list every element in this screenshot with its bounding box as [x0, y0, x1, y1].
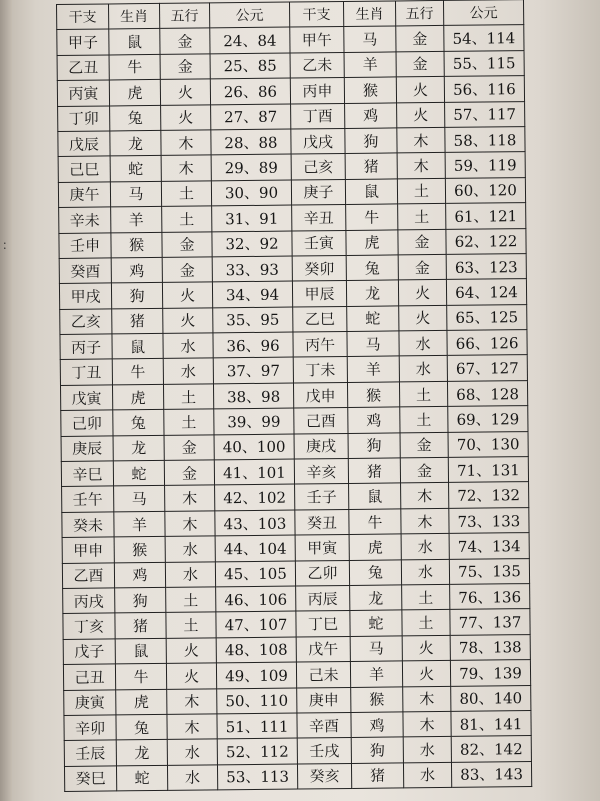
element-cell: 木: [161, 155, 211, 181]
element-cell: 水: [403, 737, 451, 763]
zodiac-cell: 兔: [110, 105, 161, 131]
ganzhi-cell: 己卯: [61, 410, 113, 436]
year-cell: 26、86: [210, 78, 290, 104]
ganzhi-cell: 丙寅: [57, 80, 109, 106]
ganzhi-cell: 辛酉: [297, 712, 351, 738]
zodiac-cell: 虎: [349, 534, 401, 560]
year-cell: 44、104: [215, 535, 295, 561]
element-cell: 水: [163, 358, 213, 384]
element-cell: 水: [165, 536, 215, 562]
zodiac-cell: 龙: [113, 435, 164, 461]
ganzhi-cell: 辛丑: [292, 205, 346, 231]
element-cell: 水: [167, 739, 217, 765]
year-cell: 50、110: [217, 688, 297, 714]
year-cell: 34、94: [212, 281, 292, 307]
ganzhi-cell: 壬戌: [297, 738, 351, 764]
element-cell: 土: [166, 612, 216, 638]
zodiac-cell: 虎: [346, 229, 398, 255]
zodiac-cell: 鼠: [109, 29, 160, 55]
ganzhi-cell: 戊午: [296, 636, 350, 662]
year-cell: 71、131: [448, 457, 528, 483]
zodiac-cell: 猪: [115, 613, 166, 639]
ganzhi-cell: 戊子: [63, 639, 115, 665]
year-cell: 83、143: [451, 761, 531, 787]
zodiac-cell: 猴: [347, 382, 399, 408]
zodiac-cell: 猪: [351, 763, 403, 789]
header-ganzhi: 干支: [57, 4, 109, 30]
zodiac-cell: 猪: [348, 458, 400, 484]
element-cell: 水: [167, 765, 217, 791]
zodiac-cell: 龙: [110, 130, 161, 156]
year-cell: 30、90: [211, 180, 291, 206]
year-cell: 81、141: [451, 711, 531, 737]
zodiac-cell: 猴: [351, 686, 403, 712]
zodiac-cell: 兔: [116, 714, 167, 740]
year-cell: 43、103: [215, 510, 295, 536]
zodiac-cell: 牛: [112, 359, 163, 385]
zodiac-cell: 羊: [344, 52, 396, 78]
ganzhi-cell: 乙未: [290, 52, 344, 78]
element-cell: 木: [397, 153, 445, 179]
year-cell: 57、117: [445, 101, 525, 127]
year-cell: 25、85: [210, 53, 290, 79]
ganzhi-cell: 癸卯: [292, 255, 346, 281]
year-cell: 73、133: [449, 507, 529, 533]
zodiac-cell: 羊: [350, 661, 402, 687]
element-cell: 水: [399, 356, 447, 382]
ganzhi-cell: 壬午: [62, 486, 114, 512]
zodiac-cell: 羊: [347, 356, 399, 382]
element-cell: 土: [402, 610, 450, 636]
ganzhi-cell: 乙丑: [57, 55, 109, 81]
ganzhi-cell: 乙巳: [293, 306, 347, 332]
ganzhi-cell: 丁丑: [60, 359, 112, 385]
year-cell: 75、135: [449, 558, 529, 584]
zodiac-cell: 虎: [109, 80, 160, 106]
zodiac-cell: 狗: [115, 587, 166, 613]
element-cell: 土: [402, 584, 450, 610]
year-cell: 33、93: [212, 256, 292, 282]
year-cell: 68、128: [447, 380, 527, 406]
year-cell: 51、111: [217, 713, 297, 739]
ganzhi-cell: 丁酉: [291, 103, 345, 129]
ganzhi-cell: 丙子: [60, 334, 112, 360]
ganzhi-cell: 丁未: [293, 357, 347, 383]
year-cell: 42、102: [215, 484, 295, 510]
year-cell: 49、109: [216, 662, 296, 688]
ganzhi-cell: 甲寅: [295, 535, 349, 561]
element-cell: 金: [162, 231, 212, 257]
year-cell: 24、84: [210, 27, 290, 53]
year-cell: 66、126: [447, 330, 527, 356]
zodiac-cell: 狗: [345, 128, 397, 154]
zodiac-cell: 鸡: [351, 712, 403, 738]
element-cell: 木: [167, 714, 217, 740]
ganzhi-cell: 甲午: [290, 27, 344, 53]
ganzhi-cell: 乙卯: [295, 560, 349, 586]
ganzhi-cell: 癸丑: [295, 509, 349, 535]
year-cell: 40、100: [214, 434, 294, 460]
element-cell: 木: [403, 686, 451, 712]
ganzhi-cell: 庚辰: [61, 436, 113, 462]
year-cell: 41、101: [214, 459, 294, 485]
zodiac-cell: 牛: [349, 509, 401, 535]
ganzhi-cell: 乙亥: [60, 309, 112, 335]
ganzhi-year-table: [56, 0, 532, 792]
element-cell: 木: [401, 483, 449, 509]
element-cell: 火: [399, 305, 447, 331]
zodiac-cell: 羊: [114, 511, 165, 537]
year-cell: 28、88: [211, 129, 291, 155]
year-cell: 69、129: [448, 406, 528, 432]
year-cell: 78、138: [450, 634, 530, 660]
year-cell: 79、139: [450, 660, 530, 686]
ganzhi-cell: 丁卯: [58, 106, 110, 132]
year-cell: 53、113: [217, 764, 297, 790]
ganzhi-cell: 己酉: [294, 408, 348, 434]
zodiac-cell: 龙: [116, 740, 167, 766]
zodiac-cell: 鼠: [349, 483, 401, 509]
header-year: 公元: [209, 2, 289, 28]
margin-mark: ：: [2, 238, 15, 252]
year-cell: 70、130: [448, 431, 528, 457]
zodiac-cell: 猴: [111, 232, 162, 258]
element-cell: 火: [166, 663, 216, 689]
element-cell: 土: [163, 384, 213, 410]
header-zodiac: 生肖: [343, 1, 395, 27]
zodiac-cell: 兔: [113, 410, 164, 436]
element-cell: 火: [163, 308, 213, 334]
ganzhi-cell: 癸未: [62, 512, 114, 538]
ganzhi-cell: 庚午: [58, 182, 110, 208]
zodiac-cell: 蛇: [116, 765, 167, 791]
ganzhi-cell: 庚子: [291, 179, 345, 205]
element-cell: 火: [396, 77, 444, 103]
ganzhi-cell: 乙酉: [62, 563, 114, 589]
year-cell: 27、87: [211, 104, 291, 130]
zodiac-cell: 鸡: [111, 257, 162, 283]
element-cell: 火: [160, 79, 210, 105]
zodiac-cell: 马: [344, 26, 396, 52]
element-cell: 火: [162, 282, 212, 308]
ganzhi-cell: 庚申: [297, 687, 351, 713]
zodiac-cell: 马: [350, 636, 402, 662]
zodiac-cell: 鸡: [348, 407, 400, 433]
ganzhi-cell: 戊寅: [60, 385, 112, 411]
year-cell: 82、142: [451, 736, 531, 762]
ganzhi-cell: 癸巳: [64, 766, 116, 792]
ganzhi-cell: 甲辰: [292, 281, 346, 307]
zodiac-cell: 牛: [115, 664, 166, 690]
ganzhi-cell: 丙戌: [63, 588, 115, 614]
year-cell: 38、98: [213, 383, 293, 409]
table-body: [57, 25, 532, 792]
ganzhi-cell: 戊戌: [291, 128, 345, 154]
element-cell: 火: [166, 638, 216, 664]
element-cell: 水: [163, 333, 213, 359]
year-cell: 76、136: [450, 584, 530, 610]
year-cell: 39、99: [214, 408, 294, 434]
zodiac-cell: 猪: [345, 153, 397, 179]
ganzhi-cell: 己未: [296, 662, 350, 688]
element-cell: 木: [401, 508, 449, 534]
element-cell: 木: [165, 485, 215, 511]
element-cell: 金: [396, 51, 444, 77]
element-cell: 土: [166, 587, 216, 613]
zodiac-cell: 鸡: [114, 562, 165, 588]
ganzhi-cell: 丙午: [293, 332, 347, 358]
ganzhi-cell: 辛亥: [294, 458, 348, 484]
zodiac-cell: 猴: [114, 537, 165, 563]
ganzhi-cell: 壬辰: [64, 740, 116, 766]
element-cell: 土: [397, 178, 445, 204]
element-cell: 金: [400, 457, 448, 483]
ganzhi-cell: 己亥: [291, 154, 345, 180]
element-cell: 火: [402, 661, 450, 687]
zodiac-cell: 狗: [111, 283, 162, 309]
element-cell: 木: [167, 688, 217, 714]
header-element: 五行: [159, 3, 209, 29]
book-spine-shadow: [0, 0, 15, 801]
zodiac-cell: 狗: [348, 433, 400, 459]
element-cell: 木: [165, 511, 215, 537]
element-cell: 木: [161, 130, 211, 156]
element-cell: 水: [401, 559, 449, 585]
zodiac-cell: 鼠: [112, 333, 163, 359]
zodiac-cell: 马: [110, 181, 161, 207]
zodiac-cell: 猴: [344, 77, 396, 103]
year-cell: 48、108: [216, 637, 296, 663]
year-cell: 77、137: [450, 609, 530, 635]
year-cell: 54、114: [444, 25, 524, 51]
year-cell: 65、125: [447, 304, 527, 330]
zodiac-cell: 龙: [350, 585, 402, 611]
element-cell: 金: [164, 435, 214, 461]
ganzhi-cell: 甲子: [57, 29, 109, 55]
ganzhi-cell: 辛未: [59, 207, 111, 233]
year-cell: 45、105: [215, 561, 295, 587]
element-cell: 金: [162, 257, 212, 283]
year-cell: 62、122: [446, 228, 526, 254]
element-cell: 水: [401, 534, 449, 560]
zodiac-cell: 蛇: [350, 610, 402, 636]
ganzhi-cell: 丙申: [290, 78, 344, 104]
ganzhi-cell: 辛巳: [61, 461, 113, 487]
zodiac-cell: 兔: [346, 255, 398, 281]
ganzhi-cell: 己丑: [63, 664, 115, 690]
ganzhi-cell: 壬寅: [292, 230, 346, 256]
ganzhi-cell: 甲申: [62, 537, 114, 563]
ganzhi-cell: 辛卯: [64, 715, 116, 741]
element-cell: 金: [398, 229, 446, 255]
zodiac-cell: 牛: [109, 54, 160, 80]
ganzhi-cell: 戊辰: [58, 131, 110, 157]
year-cell: 31、91: [212, 205, 292, 231]
header-element: 五行: [395, 0, 443, 26]
header-year: 公元: [443, 0, 523, 26]
table-row: [64, 761, 531, 791]
element-cell: 水: [165, 561, 215, 587]
element-cell: 土: [164, 409, 214, 435]
zodiac-cell: 鼠: [115, 638, 166, 664]
year-cell: 32、92: [212, 231, 292, 257]
year-cell: 63、123: [446, 253, 526, 279]
year-cell: 29、89: [211, 154, 291, 180]
element-cell: 土: [162, 206, 212, 232]
element-cell: 土: [399, 381, 447, 407]
year-cell: 59、119: [445, 152, 525, 178]
year-cell: 67、127: [447, 355, 527, 381]
year-cell: 55、115: [444, 50, 524, 76]
year-cell: 52、112: [217, 738, 297, 764]
zodiac-cell: 龙: [346, 280, 398, 306]
zodiac-cell: 蛇: [110, 156, 161, 182]
element-cell: 火: [161, 104, 211, 130]
year-cell: 64、124: [446, 279, 526, 305]
ganzhi-cell: 甲戌: [59, 283, 111, 309]
year-cell: 72、132: [449, 482, 529, 508]
year-cell: 35、95: [213, 307, 293, 333]
ganzhi-cell: 丙辰: [296, 585, 350, 611]
header-zodiac: 生肖: [109, 3, 160, 29]
ganzhi-cell: 壬申: [59, 232, 111, 258]
ganzhi-cell: 壬子: [295, 484, 349, 510]
year-cell: 61、121: [446, 203, 526, 229]
year-cell: 36、96: [213, 332, 293, 358]
ganzhi-cell: 癸亥: [297, 763, 351, 789]
year-cell: 80、140: [451, 685, 531, 711]
zodiac-cell: 狗: [351, 737, 403, 763]
ganzhi-cell: 庚戌: [294, 433, 348, 459]
year-cell: 58、118: [445, 127, 525, 153]
year-cell: 74、134: [449, 533, 529, 559]
zodiac-cell: 猪: [112, 308, 163, 334]
ganzhi-cell: 丁亥: [63, 613, 115, 639]
element-cell: 金: [396, 26, 444, 52]
element-cell: 木: [403, 711, 451, 737]
zodiac-cell: 蛇: [347, 306, 399, 332]
element-cell: 火: [398, 280, 446, 306]
ganzhi-cell: 癸酉: [59, 258, 111, 284]
element-cell: 金: [160, 54, 210, 80]
element-cell: 木: [397, 127, 445, 153]
element-cell: 金: [160, 28, 210, 54]
header-ganzhi: 干支: [289, 1, 343, 27]
element-cell: 土: [400, 407, 448, 433]
zodiac-cell: 鼠: [345, 179, 397, 205]
year-cell: 47、107: [216, 611, 296, 637]
ganzhi-cell: 丁巳: [296, 611, 350, 637]
element-cell: 土: [161, 181, 211, 207]
zodiac-cell: 鸡: [345, 103, 397, 129]
year-cell: 56、116: [444, 76, 524, 102]
element-cell: 金: [398, 254, 446, 280]
element-cell: 土: [398, 204, 446, 230]
zodiac-cell: 蛇: [113, 460, 164, 486]
zodiac-cell: 虎: [116, 689, 167, 715]
element-cell: 水: [399, 331, 447, 357]
zodiac-cell: 羊: [111, 207, 162, 233]
element-cell: 火: [402, 635, 450, 661]
year-cell: 37、97: [213, 358, 293, 384]
element-cell: 水: [403, 762, 451, 788]
element-cell: 金: [164, 460, 214, 486]
zodiac-cell: 虎: [112, 384, 163, 410]
year-cell: 60、120: [445, 177, 525, 203]
ganzhi-cell: 戊申: [293, 382, 347, 408]
zodiac-cell: 兔: [349, 560, 401, 586]
element-cell: 金: [400, 432, 448, 458]
element-cell: 火: [397, 102, 445, 128]
zodiac-cell: 马: [114, 486, 165, 512]
zodiac-cell: 马: [347, 331, 399, 357]
zodiac-cell: 牛: [346, 204, 398, 230]
ganzhi-cell: 庚寅: [64, 689, 116, 715]
year-cell: 46、106: [216, 586, 296, 612]
ganzhi-cell: 己巳: [58, 156, 110, 182]
